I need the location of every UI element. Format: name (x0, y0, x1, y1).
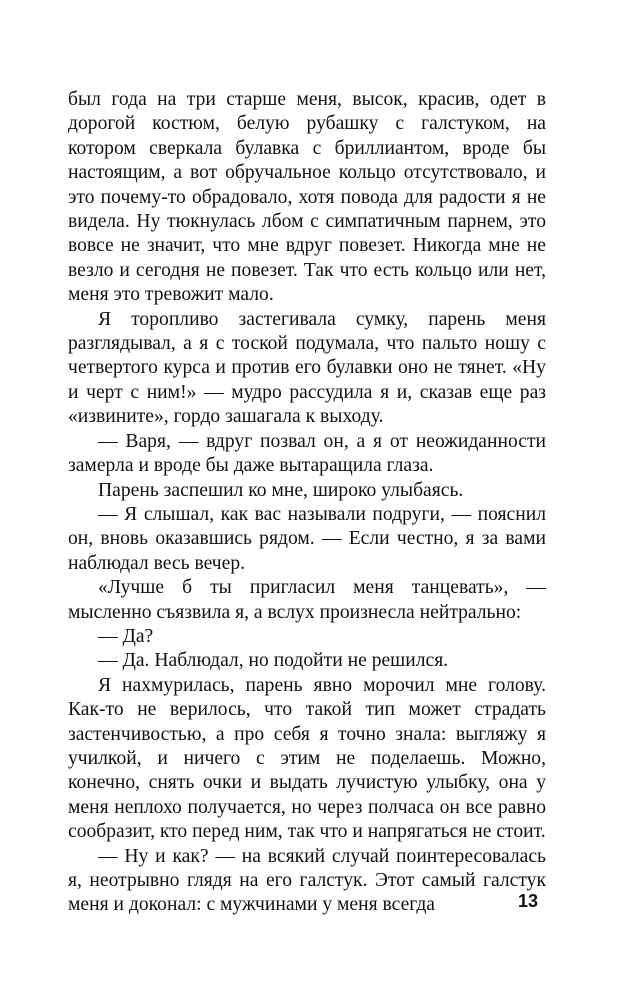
paragraph-8: — Да. Наблюдал, но подойти не решился. (98, 650, 449, 672)
paragraph-6: «Лучше б ты пригласил меня танцевать», — мысленно съязвила я, а вслух произнесла нейтрально: (68, 577, 546, 623)
paragraph-4: Парень заспешил ко мне, широко улыбаясь. (98, 479, 464, 501)
paragraph-3: — Варя, — вдруг позвал он, а я от неожиданности замерла и вроде бы даже вытаращила глаза. (68, 430, 546, 477)
page-text (68, 88, 546, 918)
paragraph-5: — Я слышал, как вас называли подруги, — пояснил он, вновь оказавшись рядом. — Если честно, я за вами наблюдал весь вечер. (68, 503, 546, 574)
paragraph-1: был года на три старше меня, высок, красив, одет в дорогой костюм, белую рубашку с галстуком, на котором сверкала булавка с бриллиантом, вроде бы настоящим, а вот обручальное кольцо отсутствовало, и это почему-то обрадовало, хотя повода для радости я не видела. Ну тюкнулась лбом с симпатичным парнем, это вовсе не значит, что мне вдруг повезет. Никогда мне не везло и сегодня не повезет. Так что есть кольцо или нет, меня это тревожит мало. (68, 89, 546, 306)
paragraph-9: Я нахмурилась, парень явно морочил мне голову. Как-то не верилось, что такой тип может страдать застенчивостью, а про себя я точно знала: выгляжу я училкой, и ничего с этим не поделаешь. Можно, конечно, снять очки и выдать лучистую улыбку, она у меня неплохо получается, но через полчаса он все равно сообразит, кто перед ним, так что и напрягаться не стоит. (68, 674, 546, 843)
paragraph-2: Я торопливо застегивала сумку, парень меня разглядывал, а я с тоской подумала, что пальто ношу с четвертого курса и против его булавки оно не тянет. «Ну и черт с ним!» — мудро рассудила я и, сказав еще раз «извините», гордо зашагала к выходу. (68, 308, 546, 428)
paragraph-7: — Да? (98, 625, 154, 647)
page-number: 13 (518, 891, 539, 911)
paragraph-10: — Ну и как? — на всякий случай поинтересовалась я, неотрывно глядя на его галстук. Этот самый галстук меня и доконал: с мужчинами у меня всегда (68, 845, 546, 916)
